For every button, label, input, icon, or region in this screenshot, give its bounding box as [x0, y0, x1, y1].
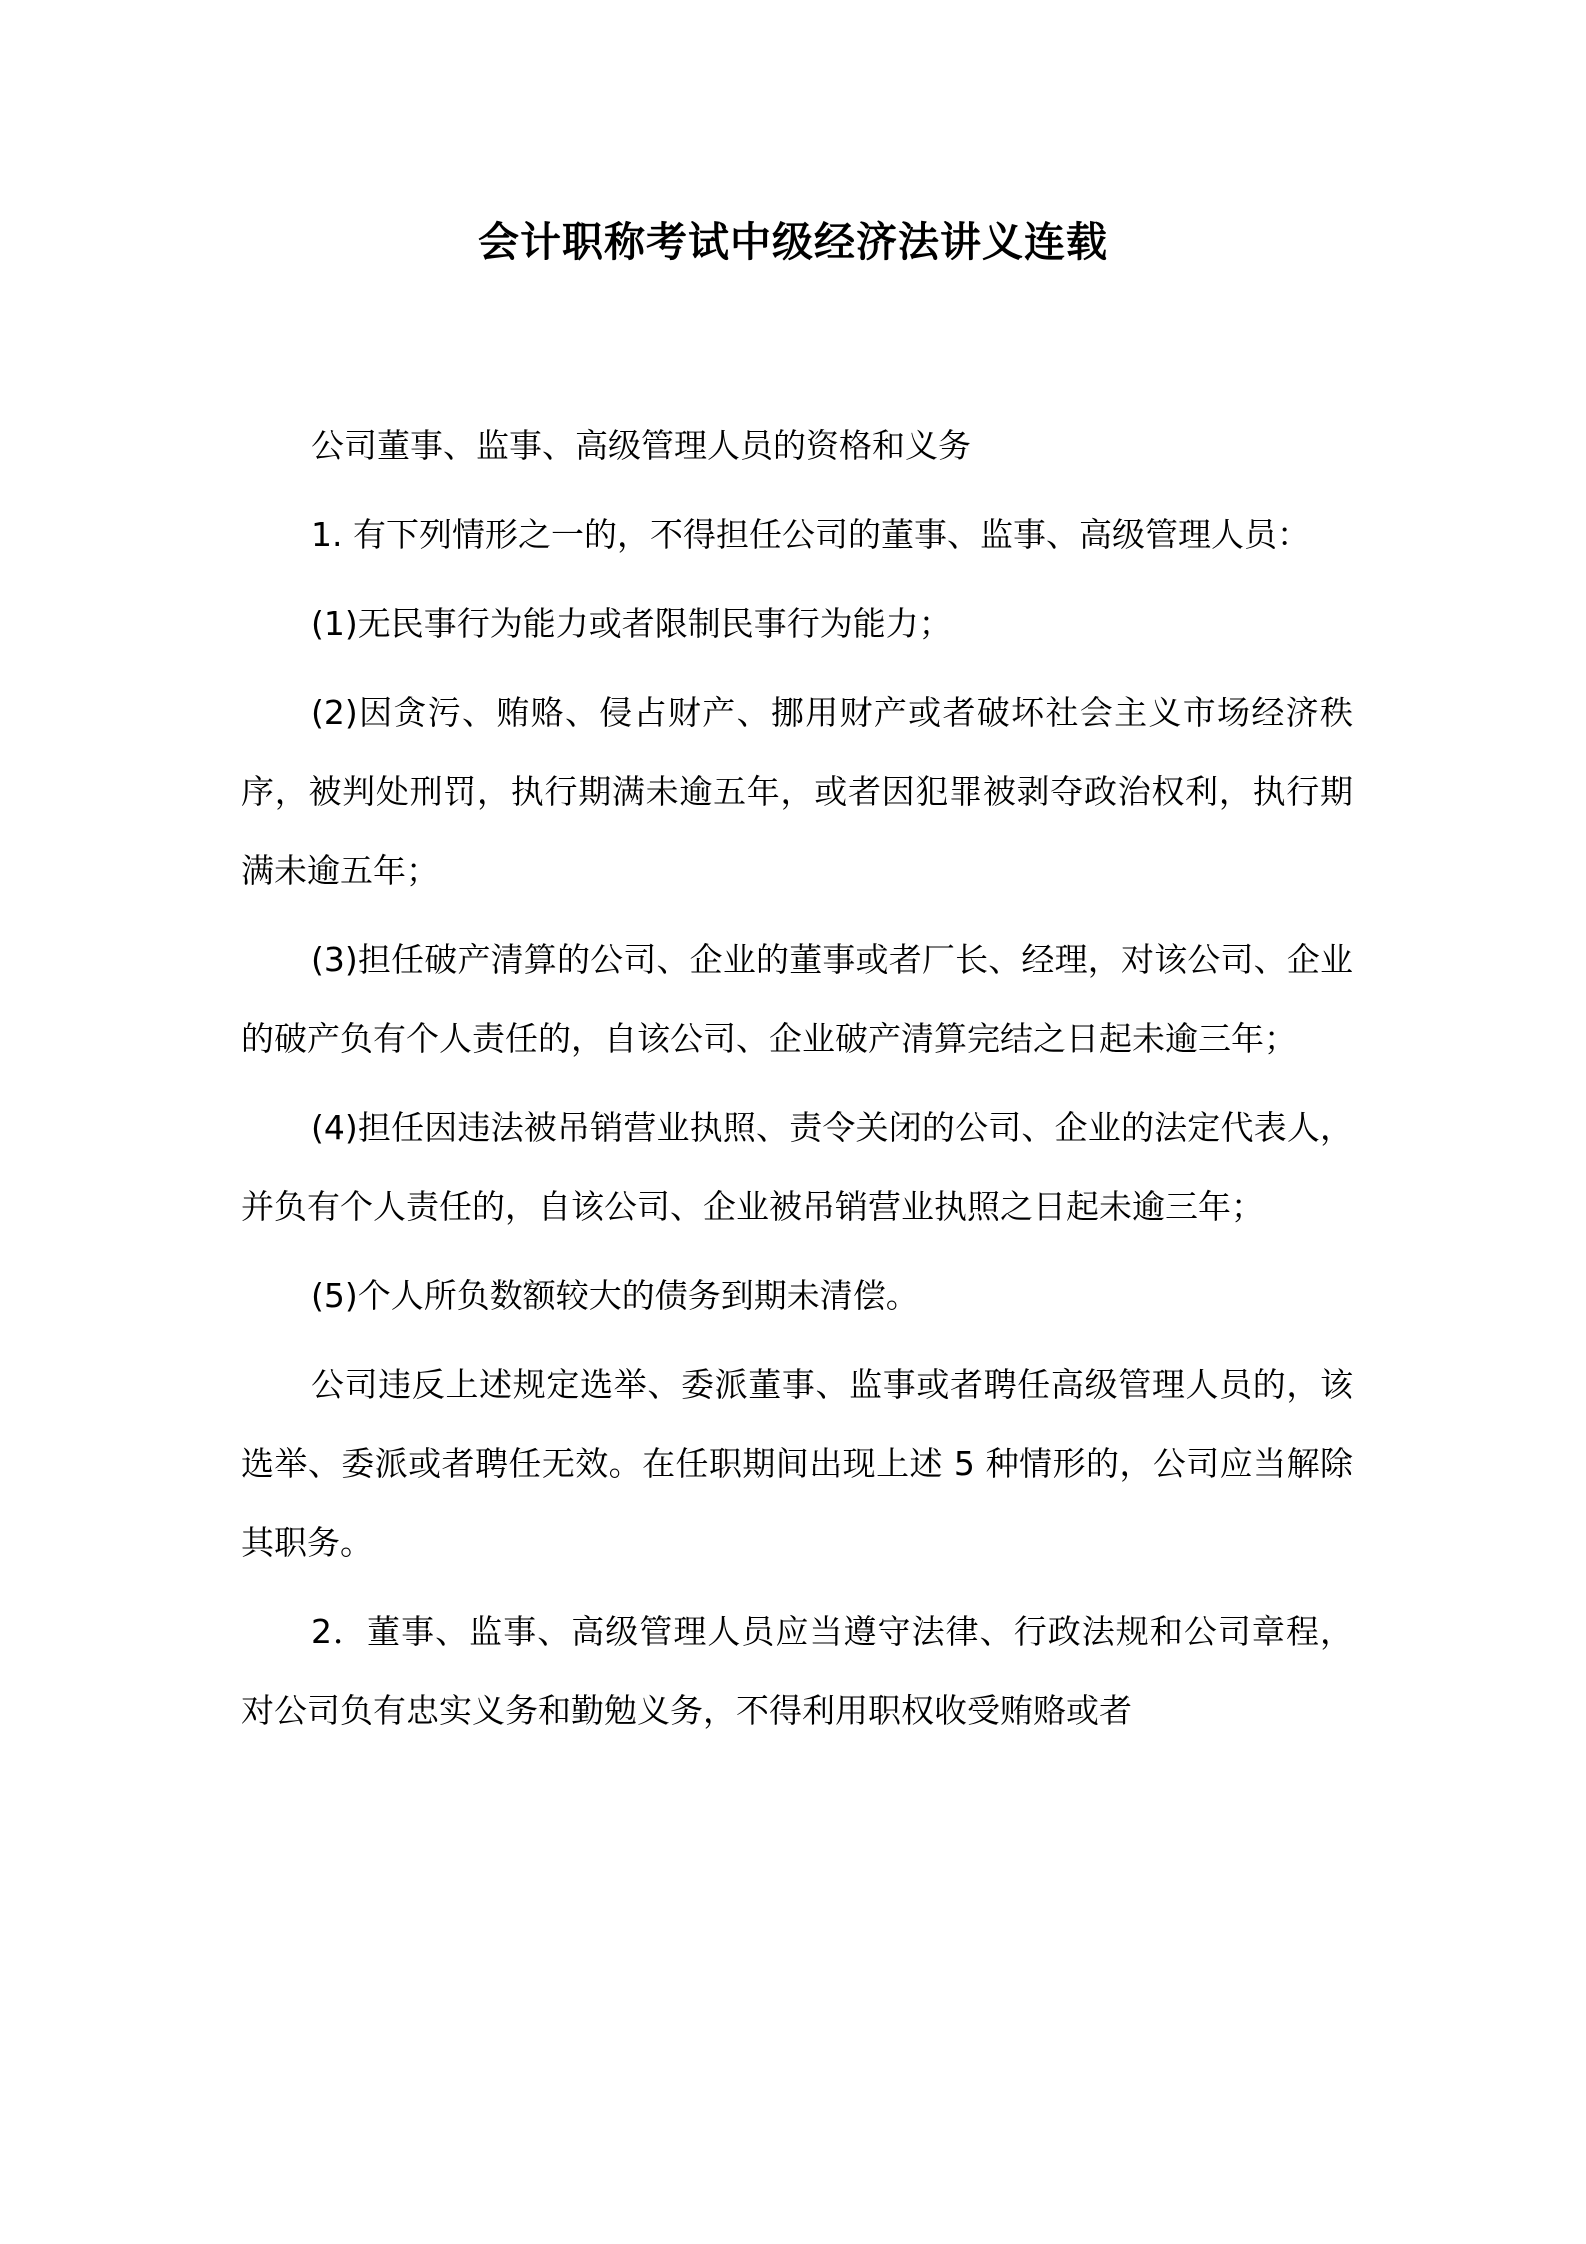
clause-1-item-3: (3)担任破产清算的公司、企业的董事或者厂长、经理，对该公司、企业的破产负有个人责任的，自该公司、企业破产清算完结之日起未逾三年； — [241, 940, 1353, 1058]
document-body — [241, 406, 1353, 1760]
clause-1-item-2: (2)因贪污、贿赂、侵占财产、挪用财产或者破坏社会主义市场经济秩序，被判处刑罚，执行期满未逾五年，或者因犯罪被剥夺政治权利，执行期满未逾五年； — [241, 693, 1353, 890]
clause-1-item-1: (1)无民事行为能力或者限制民事行为能力； — [311, 604, 952, 643]
document-title: 会计职称考试中级经济法讲义连载 — [478, 218, 1108, 266]
clause-2: 2．董事、监事、高级管理人员应当遵守法律、行政法规和公司章程，对公司负有忠实义务和勤勉义务，不得利用职权收受贿赂或者 — [241, 1612, 1353, 1730]
clause-1: 1. 有下列情形之一的，不得担任公司的董事、监事、高级管理人员： — [311, 515, 1310, 554]
clause-1-item-4: (4)担任因违法被吊销营业执照、责令关闭的公司、企业的法定代表人，并负有个人责任的，自该公司、企业被吊销营业执照之日起未逾三年； — [241, 1108, 1353, 1226]
clause-1-consequence: 公司违反上述规定选举、委派董事、监事或者聘任高级管理人员的，该选举、委派或者聘任无效。在任职期间出现上述 5 种情形的，公司应当解除其职务。 — [241, 1365, 1353, 1562]
clause-1-item-5: (5)个人所负数额较大的债务到期未清偿。 — [311, 1276, 919, 1315]
section-heading: 公司董事、监事、高级管理人员的资格和义务 — [311, 426, 971, 465]
